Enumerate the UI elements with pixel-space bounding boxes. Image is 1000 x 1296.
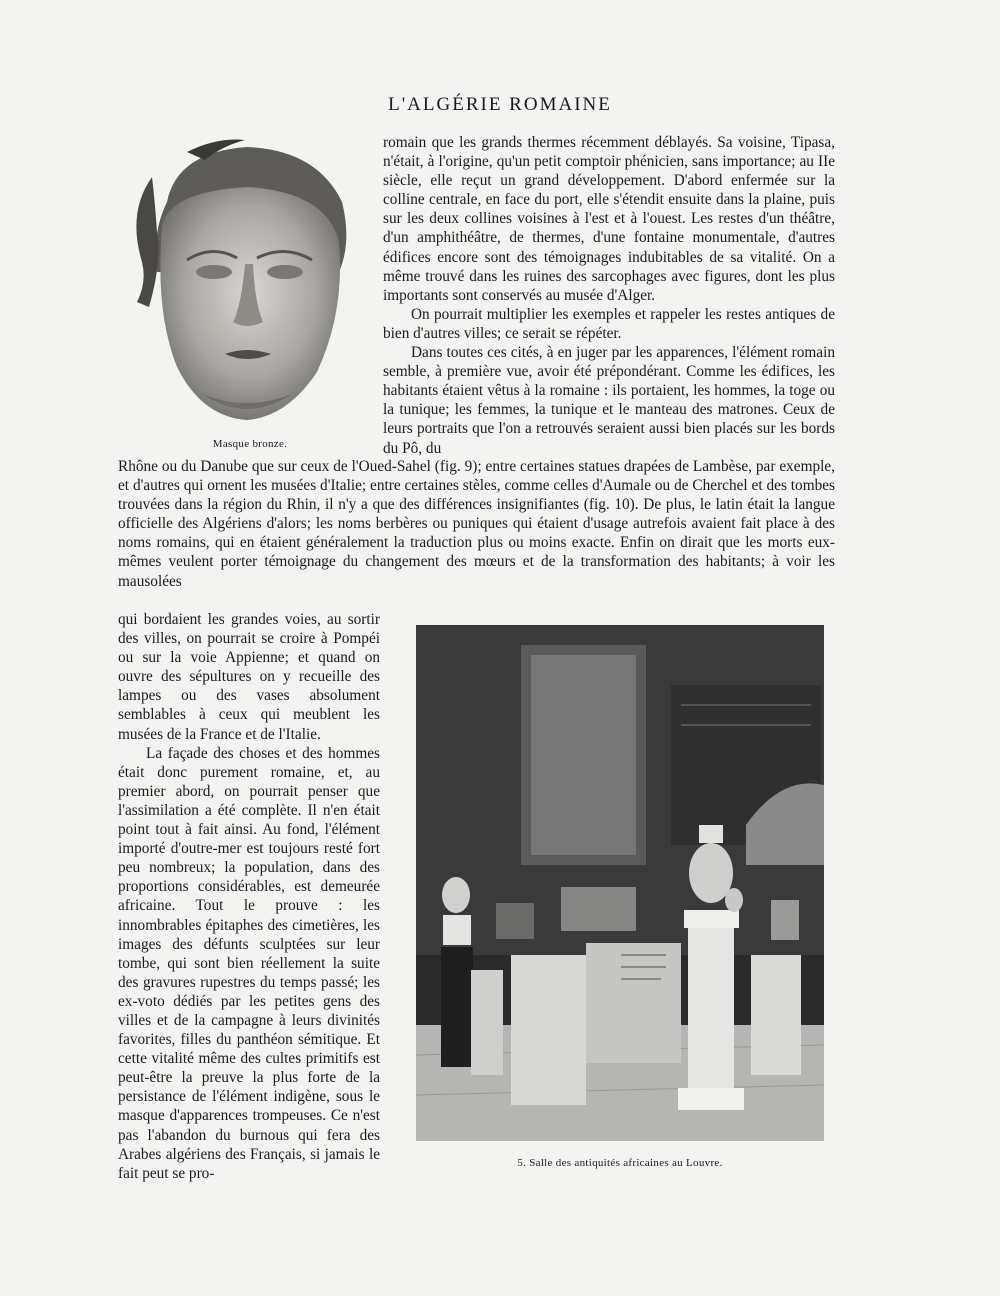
paragraph: On pourrait multiplier les exemples et rappeler les restes antiques de bien d'autres villes; ce serait se répéter. <box>383 305 835 342</box>
bronze-mask-image <box>117 132 372 424</box>
paragraph: romain que les grands thermes récemment déblayés. Sa voisine, Tipasa, n'était, à l'origine, qu'un petit comptoir phénicien, sans importance; au IIe siècle, elle reçut un grand développement. D'abord enfermée sur la colline centrale, en face du port, elle s'étendit ensuite dans la plaine, puis sur les deux collines voisines à l'est et à l'ouest. Les restes d'un théâtre, d'un amphithéâtre, de thermes, d'une fontaine monumentale, d'autres édifices encore sont des témoignages indubitables de sa vitalité. On a même trouvé dans les ruines des sarcophages avec figures, dont les plus importants sont conservés au musée d'Alger. <box>383 134 835 304</box>
paragraph: qui bordaient les grandes voies, au sortir des villes, on pourrait se croire à Pompéi ou sur la voie Appienne; et quand on ouvre des sépultures on y recueille des lampes ou des vases absolument semblables à ceux qui meublent les musées de la France et de l'Italie. <box>118 611 380 743</box>
bronze-mask-caption: Masque bronze. <box>212 438 288 450</box>
paragraph: La façade des choses et des hommes était donc purement romaine, et, au premier abord, on pourrait penser que l'assimilation a été complète. Il n'en était point tout à fait ainsi. Au fond, l'élément importé d'outre-mer est toujours resté fort peu nombreux; la population, dans des proportions considérables, est demeurée africaine. Tout le prouve : les innombrables épitaphes des cimetières, les images des défunts sculptées sur leur tombe, qui sont bien réellement la suite des gravures rupestres du temps passé; les ex-voto dédiés par les petites gens des villes et de la campagne à leurs divinités favorites, filles du panthéon sémitique. Et cette vitalité même des cultes primitifs est peut-être la preuve la plus forte de la persistance de l'élément indigène, sous le masque d'apparences trompeuses. Ce n'est pas l'abandon du burnous qui fera des Arabes algériens des Français, si jamais le fait peut se pro- <box>118 744 380 1182</box>
text-column-right-top <box>383 133 835 458</box>
louvre-room-figure <box>416 625 824 1141</box>
paragraph: Rhône ou du Danube que sur ceux de l'Oued-Sahel (fig. 9); entre certaines statues drapées de Lambèse, par exemple, et d'autres qui ornent les musées d'Italie; entre certaines stèles, comme celles d'Aumale ou de Cherchel et des tombes trouvées dans la région du Rhin, il n'y a que des différences insignifiantes (fig. 10). De plus, le latin était la langue officielle des Algériens d'alors; les noms berbères ou puniques qui étaient d'usage autrefois avaient fait place à des noms romains, qui en étaient généralement la traduction plus ou moins exacte. Enfin on dirait que les morts eux-mêmes veulent porter témoignage du changement des mœurs et de la transformation des habitants; à voir les mausolées <box>118 458 835 590</box>
louvre-room-photo <box>416 625 824 1141</box>
text-column-left <box>118 610 380 1183</box>
paragraph: Dans toutes ces cités, à en juger par les apparences, l'élément romain semble, à première vue, avoir été prépondérant. Comme les édifices, les habitants étaient vêtus à la romaine : ils portaient, les hommes, la toge ou la tunique; les femmes, la tunique et le manteau des matrones. Ceux de leurs portraits que l'on a retrouvés seraient aussi bien placés sur les bords du Pô, du <box>383 344 835 457</box>
running-head: L'ALGÉRIE ROMAINE <box>388 94 612 115</box>
louvre-room-caption: 5. Salle des antiquités africaines au Louvre. <box>517 1157 723 1169</box>
text-full-width <box>118 457 835 591</box>
bronze-mask-figure <box>117 132 372 424</box>
